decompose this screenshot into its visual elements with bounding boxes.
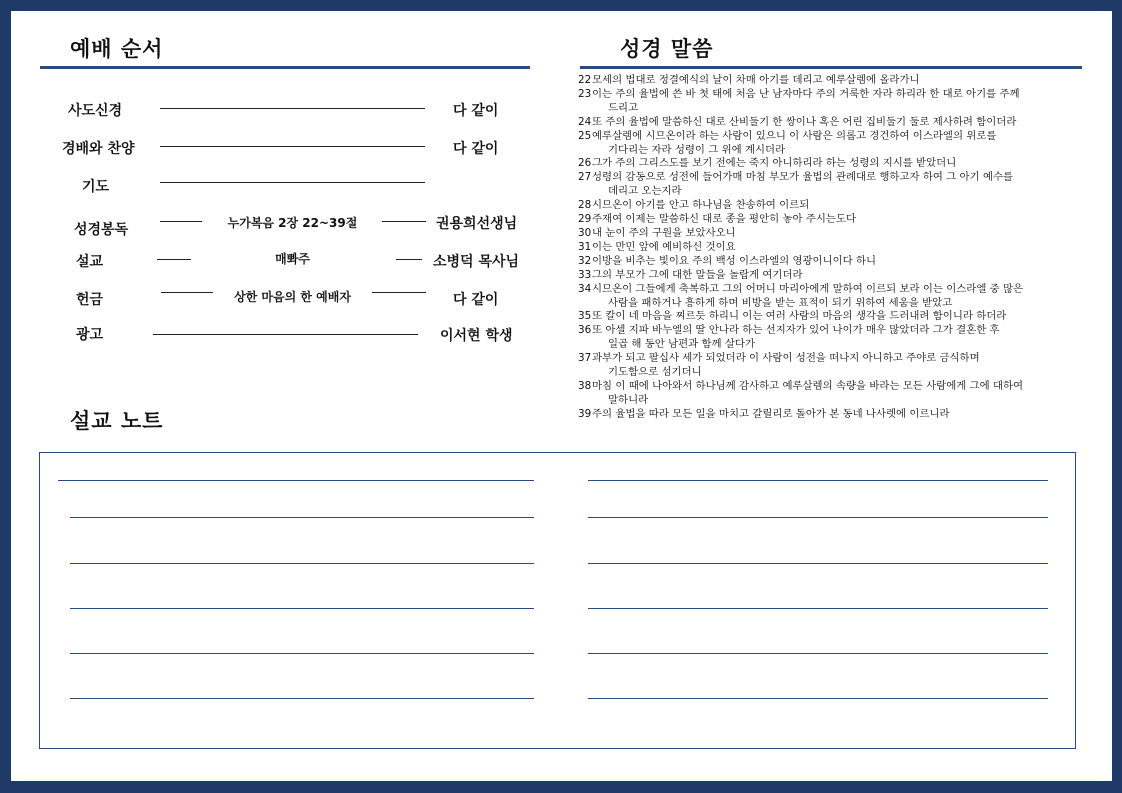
verse-text: 그가 주의 그리스도를 보기 전에는 죽지 아니하리라 하는 성령의 지시를 받았더니 [592, 157, 957, 170]
verse-text: 주의 율법을 따라 모든 일을 마치고 갈릴리로 돌아가 본 동네 나사렛에 이르니라 [592, 407, 950, 420]
order-item-leader: 소병덕 목사님 [433, 254, 520, 270]
note-line [70, 698, 534, 699]
verse-number [578, 144, 592, 158]
verse-text: 예루살렘에 시므온이라 하는 사람이 있으니 이 사람은 의롭고 경건하여 이스라엘의 위로를 [592, 129, 997, 142]
verse-number: 26 [578, 157, 592, 170]
verse-text: 또 주의 율법에 말씀하신 대로 산비둘기 한 쌍이나 혹은 어린 집비둘기 둘로 제사하려 함이더라 [592, 115, 1017, 128]
notes-title: 설교 노트 [70, 409, 164, 433]
verse-text: 모세의 법대로 정결예식의 날이 차매 아기를 데리고 예루살렘에 올라가니 [592, 74, 920, 86]
scripture-verse [578, 213, 1098, 227]
verse-number [578, 185, 592, 199]
note-line [588, 480, 1048, 481]
verse-text: 내 눈이 주의 구원을 보았사오니 [592, 226, 736, 239]
order-item-label: 설교 [76, 254, 104, 270]
verse-text: 시므온이 아기를 안고 하나님을 찬송하여 이르되 [592, 199, 810, 212]
scripture-verse-continuation [578, 102, 1098, 116]
verse-number [578, 297, 592, 311]
verse-text: 드리고 [608, 101, 639, 114]
verse-text: 마침 이 때에 나아와서 하나님께 감사하고 예루살렘의 속량을 바라는 모든 사람에게 그에 대하여 [592, 379, 1024, 392]
order-item-detail: 매뽜주 [275, 252, 310, 266]
verse-text: 일곱 해 동안 남편과 함께 살다가 [608, 338, 755, 351]
verse-number: 30 [578, 226, 592, 239]
scripture-verse [578, 171, 1098, 185]
verse-number: 35 [578, 310, 592, 323]
order-item-leader: 권용희선생님 [436, 216, 518, 232]
scripture-verse [578, 310, 1098, 324]
verse-text: 이방을 비추는 빛이요 주의 백성 이스라엘의 영광이니이다 하니 [592, 254, 877, 267]
order-title: 예배 순서 [70, 37, 164, 61]
scripture-verse [578, 324, 1098, 338]
scripture-verse [578, 269, 1098, 283]
order-title-rule [40, 66, 530, 69]
order-item-leader: 다 같이 [453, 141, 499, 157]
scripture-verse-continuation [578, 338, 1098, 352]
note-line [70, 653, 534, 654]
sermon-notes-box[interactable] [39, 452, 1076, 749]
verse-text: 또 칼이 네 마음을 찌르듯 하리니 이는 여러 사람의 마음의 생각을 드러내려 함이니라 하더라 [592, 310, 1007, 323]
verse-number: 37 [578, 352, 592, 365]
scripture-verse-continuation [578, 394, 1098, 408]
order-item-line [372, 292, 426, 293]
scripture-verse [578, 88, 1098, 102]
scripture-verse-list [578, 74, 1098, 422]
scripture-verse [578, 157, 1098, 171]
verse-number: 34 [578, 282, 592, 295]
verse-text: 성령의 감동으로 성전에 들어가매 마침 부모가 율법의 관례대로 행하고자 하여 그 아기 예수를 [592, 171, 1014, 184]
order-item-detail: 상한 마음의 한 예배자 [234, 290, 351, 304]
verse-text: 기도함으로 섬기더니 [608, 366, 702, 379]
note-line [58, 480, 534, 481]
note-line [70, 608, 534, 609]
note-line [588, 653, 1048, 654]
scripture-verse [578, 241, 1098, 255]
order-item-line [157, 259, 191, 260]
note-line [588, 608, 1048, 609]
verse-text: 이는 주의 율법에 쓴 바 첫 태에 처음 난 남자마다 주의 거룩한 자라 하리라 한 대로 아기를 주께 [592, 87, 1020, 100]
verse-number [578, 102, 592, 116]
order-item-label: 사도신경 [68, 103, 123, 119]
scripture-verse [578, 116, 1098, 130]
scripture-verse-continuation [578, 366, 1098, 380]
order-item-detail: 누가복음 2장 22~39절 [227, 216, 358, 230]
verse-text: 과부가 되고 팔십사 세가 되었더라 이 사람이 성전을 떠나지 아니하고 주야로 금식하며 [592, 352, 980, 365]
verse-number: 29 [578, 213, 592, 226]
verse-number: 38 [578, 379, 592, 392]
order-item-label: 기도 [82, 179, 110, 195]
verse-number: 27 [578, 171, 592, 184]
verse-text: 그의 부모가 그에 대한 말들을 놀랍게 여기더라 [592, 268, 803, 281]
order-item-line [161, 292, 213, 293]
scripture-verse [578, 352, 1098, 366]
scripture-verse [578, 283, 1098, 297]
verse-number [578, 338, 592, 352]
order-item-line [153, 334, 418, 335]
scripture-verse [578, 408, 1098, 422]
scripture-verse [578, 227, 1098, 241]
verse-number: 33 [578, 268, 592, 281]
order-item-line [160, 182, 425, 183]
verse-text: 주재여 이제는 말씀하신 대로 종을 평안히 놓아 주시는도다 [592, 213, 857, 226]
order-item-line [160, 108, 425, 109]
verse-number [578, 366, 592, 380]
scripture-verse-continuation [578, 297, 1098, 311]
verse-number: 32 [578, 254, 592, 267]
verse-text: 말하니라 [608, 393, 649, 406]
note-line [588, 517, 1048, 518]
verse-number: 24 [578, 115, 592, 128]
note-line [588, 698, 1048, 699]
scripture-verse-continuation [578, 144, 1098, 158]
order-item-line [382, 221, 426, 222]
verse-text: 기다리는 자라 성령이 그 위에 계시더라 [608, 143, 786, 156]
scripture-verse [578, 199, 1098, 213]
scripture-title: 성경 말씀 [620, 37, 714, 61]
verse-number: 23 [578, 87, 592, 100]
verse-text: 사람을 패하거나 흥하게 하며 비방을 받는 표적이 되기 위하여 세움을 받았고 [608, 296, 953, 309]
verse-number: 22 [578, 74, 592, 86]
scripture-verse-continuation [578, 185, 1098, 199]
scripture-verse [578, 74, 1098, 88]
scripture-verse [578, 130, 1098, 144]
order-item-label: 성경봉독 [74, 222, 129, 238]
note-line [588, 563, 1048, 564]
order-item-leader: 다 같이 [453, 103, 499, 119]
verse-text: 이는 만민 앞에 예비하신 것이요 [592, 240, 736, 253]
verse-number [578, 394, 592, 408]
order-item-label: 헌금 [76, 292, 104, 308]
verse-number: 25 [578, 129, 592, 142]
order-item-leader: 이서현 학생 [440, 328, 513, 344]
verse-number: 36 [578, 324, 592, 337]
note-line [70, 563, 534, 564]
scripture-title-rule [580, 66, 1082, 69]
scripture-verse [578, 255, 1098, 269]
order-item-line [160, 221, 202, 222]
verse-text: 데리고 오는지라 [608, 185, 682, 198]
order-item-leader: 다 같이 [453, 292, 499, 308]
verse-number: 31 [578, 240, 592, 253]
order-item-label: 광고 [76, 327, 104, 343]
order-item-line [160, 146, 425, 147]
note-line [70, 517, 534, 518]
verse-number: 39 [578, 407, 592, 420]
scripture-verse [578, 380, 1098, 394]
verse-number: 28 [578, 199, 592, 212]
verse-text: 시므온이 그들에게 축복하고 그의 어머니 마리아에게 말하여 이르되 보라 이는 이스라엘 중 많은 [592, 282, 1024, 295]
verse-text: 또 아셀 지파 바누엘의 딸 안나라 하는 선지자가 있어 나이가 매우 많았더라 그가 결혼한 후 [592, 324, 1000, 337]
order-item-label: 경배와 찬양 [62, 141, 135, 157]
order-item-line [396, 259, 422, 260]
